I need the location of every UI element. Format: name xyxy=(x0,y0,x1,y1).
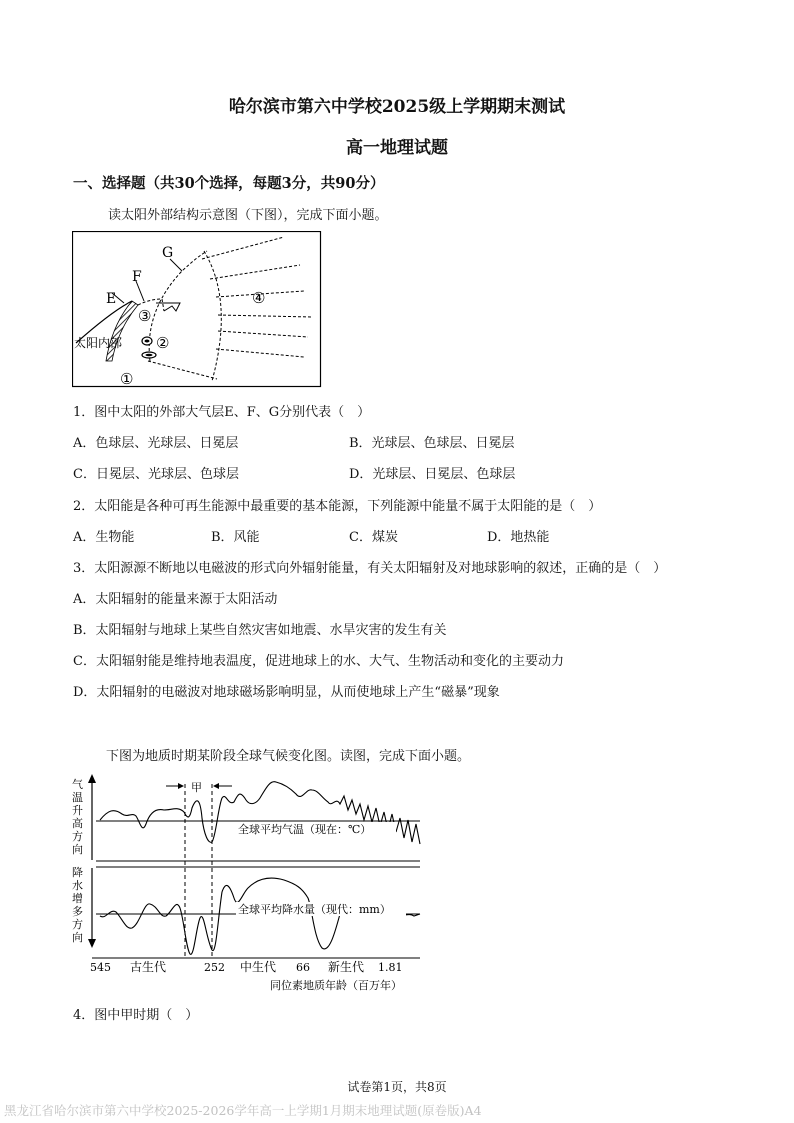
question-1-stem: 1．图中太阳的外部大气层E、F、G分别代表（ ） xyxy=(73,405,371,420)
question-2-option-b[interactable]: B．风能 xyxy=(211,530,260,545)
question-3-stem: 3．太阳源源不断地以电磁波的形式向外辐射能量，有关太阳辐射及对地球影响的叙述，正确的是（ ） xyxy=(73,561,667,576)
tick-545: 545 xyxy=(90,961,111,974)
question-3-option-a[interactable]: A．太阳辐射的能量来源于太阳活动 xyxy=(73,592,278,607)
intro-text-1: 读太阳外部结构示意图（下图），完成下面小题。 xyxy=(108,208,388,223)
question-2-option-c[interactable]: C．煤炭 xyxy=(349,530,398,545)
question-3-option-c[interactable]: C．太阳辐射能是维持地表温度，促进地球上的水、大气、生物活动和变化的主要动力 xyxy=(73,654,564,669)
question-1-option-b[interactable]: B．光球层、色球层、日冕层 xyxy=(349,436,515,451)
marker-2: ② xyxy=(156,334,170,352)
tick-1-81: 1.81 xyxy=(378,961,403,974)
arrow-right-icon xyxy=(178,783,184,789)
precip-line-label: 全球平均降水量（现代：mm） xyxy=(238,903,391,916)
intro-text-2: 下图为地质时期某阶段全球气候变化图。读图，完成下面小题。 xyxy=(106,749,471,764)
era-paleozoic: 古生代 xyxy=(130,960,167,974)
tick-66: 66 xyxy=(296,961,310,974)
precipitation-curve xyxy=(100,878,420,954)
arrow-left-icon xyxy=(213,783,219,789)
question-1-option-a[interactable]: A．色球层、光球层、日冕层 xyxy=(73,436,239,451)
temp-axis-arrow-icon xyxy=(88,774,96,783)
climate-change-chart xyxy=(70,768,426,998)
era-cenozoic: 新生代 xyxy=(328,960,365,974)
label-f: F xyxy=(132,269,142,285)
question-3-option-b[interactable]: B．太阳辐射与地球上某些自然灾害如地震、水旱灾害的发生有关 xyxy=(73,623,447,638)
sun-structure-diagram xyxy=(72,231,323,391)
sun-interior-label: 太阳内部 xyxy=(74,336,123,350)
watermark-text: 黑龙江省哈尔滨市第六中学校2025-2026学年高一上学期1月期末地理试题(原卷版)A4 xyxy=(4,1103,482,1118)
jia-label: 甲 xyxy=(191,781,202,794)
question-2-stem: 2．太阳能是各种可再生能源中最重要的基本能源，下列能源中能量不属于太阳能的是（ ） xyxy=(73,499,602,514)
prominence-shape xyxy=(156,303,180,311)
precip-axis-arrow-icon xyxy=(88,939,96,948)
question-1-option-d[interactable]: D．光球层、日冕层、色球层 xyxy=(349,467,516,482)
question-3-option-d[interactable]: D．太阳辐射的电磁波对地球磁场影响明显，从而使地球上产生“磁暴”现象 xyxy=(73,685,500,700)
temp-axis-label: 气 温升高方向 xyxy=(72,778,83,856)
question-1-option-c[interactable]: C．日冕层、光球层、色球层 xyxy=(73,467,239,482)
exam-title: 哈尔滨市第六中学校2025级上学期期末测试 xyxy=(228,97,566,117)
x-axis-label: 同位素地质年龄（百万年） xyxy=(270,979,402,992)
section-heading: 一、选择题（共30个选择，每题3分，共90分） xyxy=(73,175,385,192)
label-g: G xyxy=(162,245,174,261)
corona-outer-boundary xyxy=(204,251,221,381)
marker-3: ③ xyxy=(138,307,152,325)
temp-line-label: 全球平均气温（现在：℃） xyxy=(238,823,372,836)
exam-subtitle: 高一地理试题 xyxy=(346,138,448,158)
question-2-option-d[interactable]: D．地热能 xyxy=(487,530,550,545)
question-4-stem: 4．图中甲时期（ ） xyxy=(73,1008,199,1023)
page-number: 试卷第1页，共8页 xyxy=(347,1080,447,1094)
precip-axis-label: 降 水增多方向 xyxy=(72,866,83,944)
figure-border xyxy=(73,232,321,387)
marker-4: ④ xyxy=(252,289,266,307)
tick-252: 252 xyxy=(204,961,225,974)
photosphere-layer xyxy=(106,301,138,361)
era-mesozoic: 中生代 xyxy=(240,960,277,974)
question-2-option-a[interactable]: A．生物能 xyxy=(73,530,135,545)
label-e: E xyxy=(106,291,117,307)
marker-1: ① xyxy=(120,370,134,388)
